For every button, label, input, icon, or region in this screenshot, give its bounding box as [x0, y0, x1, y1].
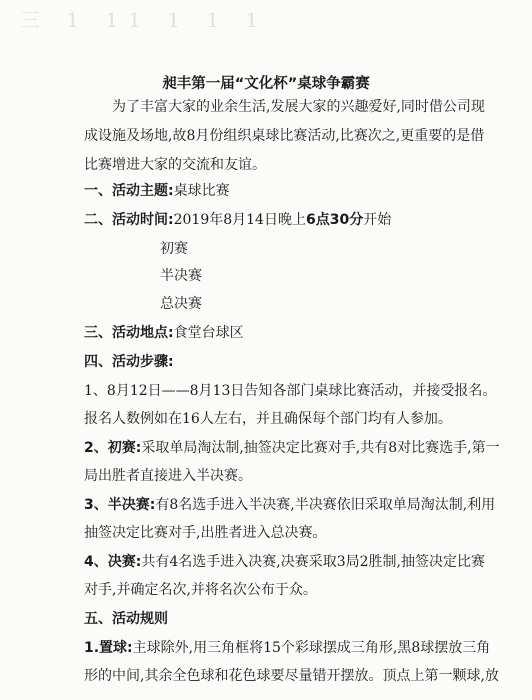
section-4-heading: 四、活动步骤:: [84, 354, 174, 370]
step-2-line-b: 局出胜者直接进入半决赛。: [84, 468, 252, 484]
step-2-line-a: [84, 438, 504, 458]
section-1-value: 桌球比赛: [173, 183, 230, 199]
step-4-heading: 4、决赛:: [84, 554, 142, 570]
faint-header-bleedthrough: 三 1 11 1 1 1: [20, 8, 269, 32]
section-3-value: 食堂台球区: [173, 325, 244, 341]
step-1-line-a: 1、8月12日——8月13日告知各部门桌球比赛活动，并接受报名。: [84, 383, 497, 399]
step-2-heading: 2、初赛:: [84, 440, 142, 456]
step-2-text-a: 采取单局淘汰制,抽签决定比赛对手,共有8对比赛选手,第一: [141, 440, 500, 456]
step-3-line-b: 抽签决定比赛对手,出胜者进入总决赛。: [84, 525, 327, 541]
section-2-value-c: 开始: [363, 212, 392, 228]
step-3-text-a: 有8名选手进入半决赛,半决赛依旧采取单局淘汰制,利用: [155, 497, 496, 513]
document-title: 昶丰第一届“文化杯”桌球争霸赛: [162, 76, 370, 92]
section-1-line: [84, 181, 504, 201]
step-4-line-b: 对手,并确定名次,并将名次公布于众。: [84, 582, 317, 598]
rule-1-heading: 1.置球:: [84, 640, 133, 656]
section-2-heading: 二、活动时间:: [84, 212, 174, 228]
section-3-heading: 三、活动地点:: [84, 325, 174, 341]
section-2-line: [84, 210, 504, 230]
section-1-heading: 一、活动主题:: [84, 183, 174, 199]
step-1-line-b: 报名人数例如在16人左右，并且确保每个部门均有人参加。: [84, 411, 452, 427]
step-3-line-a: [84, 495, 504, 515]
section-5-heading: 五、活动规则: [84, 611, 168, 627]
stage-final: 总决赛: [160, 296, 202, 312]
stage-preliminary: 初赛: [160, 241, 188, 257]
rule-1-text-a: 主球除外,用三角框将15个彩球摆成三角形,黑8球摆放三角: [132, 640, 491, 656]
section-2-value-a: 2019年8月14日晚上: [173, 212, 306, 228]
stage-semifinal: 半决赛: [160, 268, 202, 284]
step-3-heading: 3、半决赛:: [84, 497, 156, 513]
rule-1-line-b: 形的中间,其余全色球和花色球要尽量错开摆放。顶点上第一颗球,放: [84, 668, 499, 684]
section-2-value-b: 6点30分: [305, 212, 364, 228]
rule-1-line-a: [84, 638, 504, 658]
section-3-line: [84, 323, 504, 343]
step-4-text-a: 共有4名选手进入决赛,决赛采取3局2胜制,抽签决定比赛: [141, 554, 485, 570]
intro-paragraph: 为了丰富大家的业余生活,发展大家的兴趣爱好,同时借公司现成设施及场地,故8月份组织桌球比赛活动,比赛次之,更重要的是借比赛增进大家的交流和友谊。: [84, 99, 485, 173]
step-4-line-a: [84, 552, 504, 572]
